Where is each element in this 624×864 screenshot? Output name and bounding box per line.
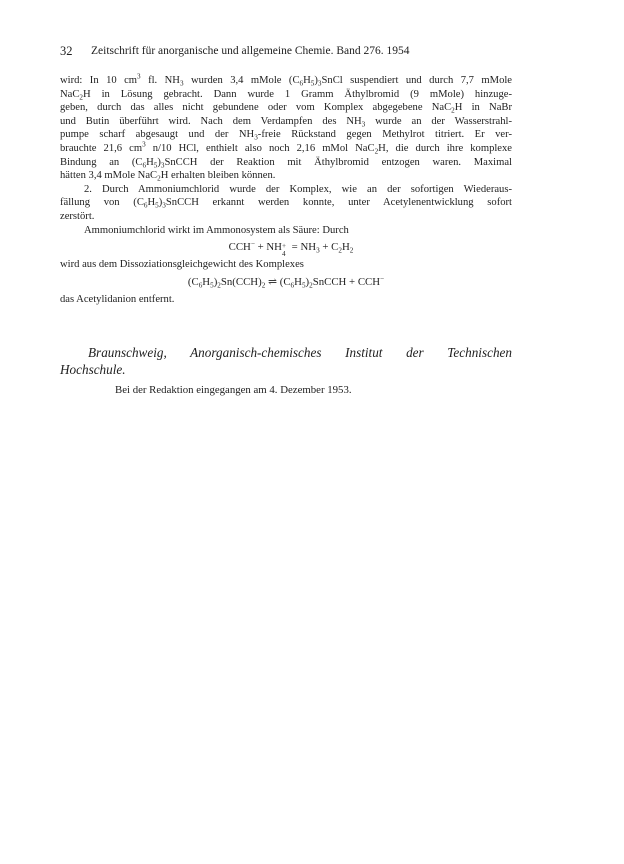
text-line: pumpe scharf abgesaugt und der $NH_3$-freie Rückstand gegen Methylrot titriert. Er ver- [60, 129, 512, 142]
page-number: 32 [60, 44, 73, 58]
received-date: Bei der Redaktion eingegangen am 4. Dezember 1953. [115, 384, 352, 396]
running-header [60, 44, 564, 58]
affiliation-line-1: Braunschweig, Anorganisch-chemisches Institut der Technischen [88, 345, 512, 360]
affiliation [60, 345, 512, 378]
text-line: Bindung an $(C_6H_5)_3SnCCH$ der Reaktion mit Äthylbromid entzogen waren. Maximal [60, 156, 513, 170]
text-line: geben, durch das alles nicht gebundene oder vom Komplex abgegebene NaC$_2$H in NaBr [60, 102, 513, 115]
text-line: hätten 3,4 mMole NaC$_2$H erhalten bleiben können. [60, 170, 276, 183]
text-line: und Butin überführt wird. Nach dem Verdampfen des $NH_3$ wurde an der Wasserstrahl- [60, 115, 512, 129]
text-line: wird: In 10 $cm^3$ fl. $NH_3$ wurden 3,4 mMole $(C_6H_5)_3SnCl$ suspendiert und durch 7,7 mMole [60, 72, 513, 88]
text-line: das Acetylidanion entfernt. [60, 293, 175, 305]
body-text [60, 74, 512, 306]
equation-1: CCH− + NH + 4 = $NH_3 + C_2H_2$ [228, 239, 354, 258]
text-line: brauchte 21,6 $cm^3$ n/10 HCl, enthielt also noch 2,16 mMol NaC$_2$H, die durch ihre komplexe [60, 140, 513, 156]
text-line: zerstört. [60, 210, 95, 222]
affiliation-line-2: Hochschule. [60, 361, 126, 377]
text-line: fällung von $(C_6H_5)_3SnCCH$ erkannt werden konnte, unter Acetylenentwicklung sofort [60, 197, 512, 210]
text-line: 2. Durch Ammoniumchlorid wurde der Komplex, wie an der sofortigen Wiederaus- [84, 183, 512, 195]
journal-title: Zeitschrift für anorganische und allgemeine Chemie. Band 276. 1954 [91, 45, 410, 57]
text-line: Ammoniumchlorid wirkt im Ammonosystem als Säure: Durch [84, 224, 349, 236]
text-line: NaC$_2$H in Lösung gebracht. Dann wurde 1 Gramm Äthylbromid (9 mMole) hinzuge- [60, 88, 512, 102]
text-line: wird aus dem Dissoziationsgleichgewicht des Komplexes [60, 259, 304, 271]
equation-2: $(C_6H_5)_2Sn(CCH)_2$ ⇌ $(C_6H_5)_2SnCCH + CCH^-$ [187, 274, 385, 290]
